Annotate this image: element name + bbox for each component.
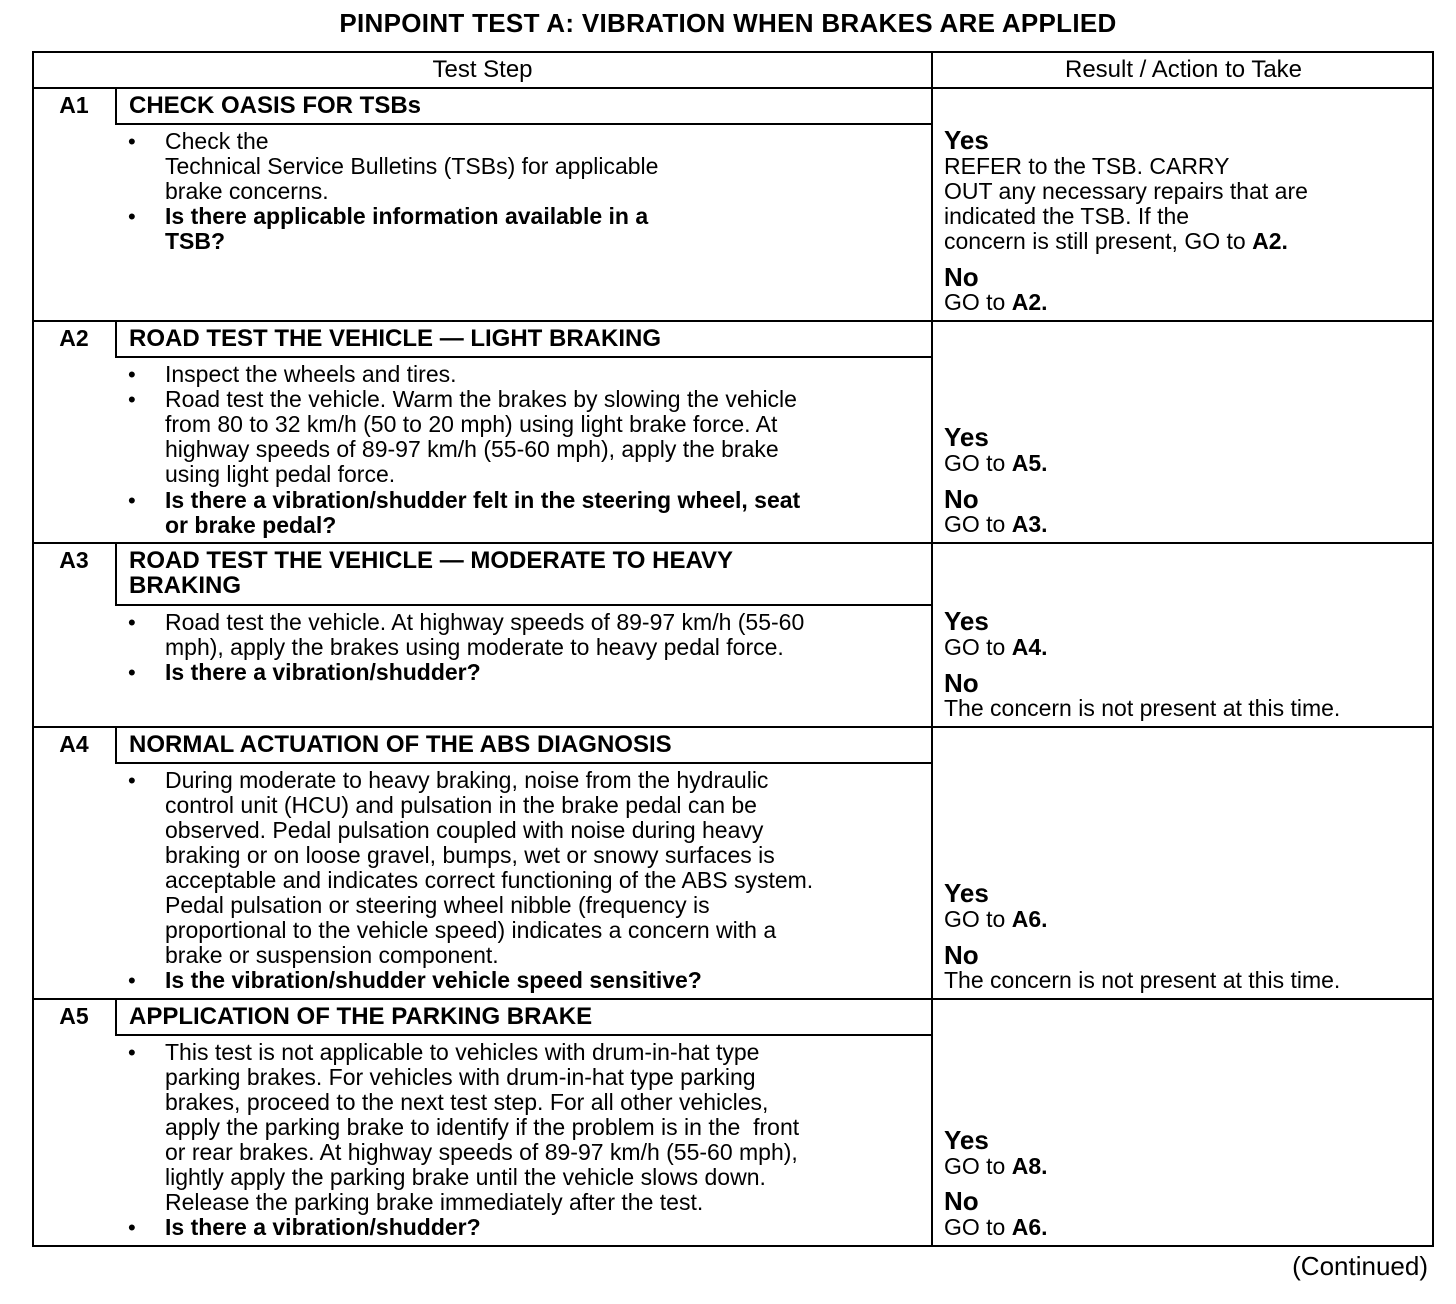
bullet: • bbox=[128, 968, 136, 993]
step-text: brake or suspension component. bbox=[165, 942, 499, 968]
step-reference: A5. bbox=[1011, 450, 1048, 476]
yes-action bbox=[944, 907, 1048, 932]
step-title: ROAD TEST THE VEHICLE — MODERATE TO HEAVY bbox=[129, 547, 734, 574]
yes-action: indicated the TSB. If the bbox=[944, 203, 1190, 229]
step-title: APPLICATION OF THE PARKING BRAKE bbox=[129, 1003, 593, 1030]
step-text: mph), apply the brakes using moderate to heavy pedal force. bbox=[165, 634, 784, 660]
step-text: This test is not applicable to vehicles with drum-in-hat type bbox=[165, 1039, 760, 1065]
no-action bbox=[944, 290, 1048, 315]
step-text: Release the parking brake immediately after the test. bbox=[165, 1189, 704, 1215]
step-text: acceptable and indicates correct functioning of the ABS system. bbox=[165, 867, 814, 893]
bullet: • bbox=[128, 768, 136, 793]
rule bbox=[32, 87, 1434, 89]
yes-label: Yes bbox=[944, 422, 989, 452]
step-id: A1 bbox=[59, 92, 89, 118]
bullet: • bbox=[128, 1040, 136, 1065]
step-text: using light pedal force. bbox=[165, 461, 396, 487]
rule bbox=[32, 998, 1434, 1000]
step-question: Is there applicable information available in a bbox=[165, 203, 649, 229]
rule bbox=[116, 356, 933, 358]
step-id: A2 bbox=[59, 325, 89, 351]
yes-action-text: GO to bbox=[944, 450, 1012, 476]
bullet: • bbox=[128, 204, 136, 229]
bullet: • bbox=[128, 387, 136, 412]
step-question: Is there a vibration/shudder? bbox=[165, 1214, 481, 1240]
no-action: The concern is not present at this time. bbox=[944, 967, 1341, 993]
step-text: During moderate to heavy braking, noise from the hydraulic bbox=[165, 767, 769, 793]
id-divider bbox=[115, 87, 117, 125]
id-divider bbox=[115, 998, 117, 1036]
step-question: Is there a vibration/shudder felt in the steering wheel, seat bbox=[165, 487, 801, 513]
yes-label: Yes bbox=[944, 606, 989, 636]
yes-action bbox=[944, 1154, 1048, 1179]
yes-action-text: GO to bbox=[944, 1153, 1012, 1179]
yes-action: OUT any necessary repairs that are bbox=[944, 178, 1308, 204]
step-reference: A6. bbox=[1011, 1214, 1048, 1240]
no-label: No bbox=[944, 1186, 979, 1216]
continued-label: (Continued) bbox=[1292, 1251, 1428, 1281]
rule bbox=[116, 762, 933, 764]
step-text: Road test the vehicle. At highway speeds of 89-97 km/h (55-60 bbox=[165, 609, 805, 635]
step-text: from 80 to 32 km/h (50 to 20 mph) using light brake force. At bbox=[165, 411, 778, 437]
no-action: The concern is not present at this time. bbox=[944, 695, 1341, 721]
step-text: brakes, proceed to the next test step. For all other vehicles, bbox=[165, 1089, 769, 1115]
yes-label: Yes bbox=[944, 125, 989, 155]
step-text: apply the parking brake to identify if the problem is in the front bbox=[165, 1114, 800, 1140]
step-text: braking or on loose gravel, bumps, wet or snowy surfaces is bbox=[165, 842, 775, 868]
step-question: or brake pedal? bbox=[165, 512, 337, 538]
yes-action: REFER to the TSB. CARRY bbox=[944, 153, 1230, 179]
no-label: No bbox=[944, 940, 979, 970]
no-action-text: GO to bbox=[944, 1214, 1012, 1240]
id-divider bbox=[115, 320, 117, 358]
step-text: observed. Pedal pulsation coupled with noise during heavy bbox=[165, 817, 764, 843]
step-question: Is the vibration/shudder vehicle speed sensitive? bbox=[165, 967, 702, 993]
no-label: No bbox=[944, 668, 979, 698]
yes-action bbox=[944, 451, 1048, 476]
step-reference: A3. bbox=[1011, 511, 1048, 537]
bullet: • bbox=[128, 362, 136, 387]
step-title: NORMAL ACTUATION OF THE ABS DIAGNOSIS bbox=[129, 731, 672, 758]
step-id: A4 bbox=[59, 731, 89, 757]
column-header-result: Result / Action to Take bbox=[1064, 56, 1303, 83]
bullet: • bbox=[128, 610, 136, 635]
yes-action bbox=[944, 229, 1288, 254]
step-text: parking brakes. For vehicles with drum-in-hat type parking bbox=[165, 1064, 756, 1090]
step-title: BRAKING bbox=[129, 572, 241, 599]
yes-action-text: GO to bbox=[944, 634, 1012, 660]
rule bbox=[116, 604, 933, 606]
step-text: lightly apply the parking brake until the vehicle slows down. bbox=[165, 1164, 766, 1190]
yes-label: Yes bbox=[944, 1125, 989, 1155]
bullet: • bbox=[128, 660, 136, 685]
yes-action-text: GO to bbox=[944, 906, 1012, 932]
step-id: A5 bbox=[59, 1003, 89, 1029]
rule bbox=[32, 320, 1434, 322]
yes-label: Yes bbox=[944, 878, 989, 908]
step-text: control unit (HCU) and pulsation in the brake pedal can be bbox=[165, 792, 757, 818]
bullet: • bbox=[128, 1215, 136, 1240]
step-id: A3 bbox=[59, 547, 89, 573]
step-text: Road test the vehicle. Warm the brakes by slowing the vehicle bbox=[165, 386, 797, 412]
step-reference: A4. bbox=[1011, 634, 1048, 660]
step-text: or rear brakes. At highway speeds of 89-97 km/h (55-60 mph), bbox=[165, 1139, 798, 1165]
yes-action bbox=[944, 635, 1048, 660]
page-title: PINPOINT TEST A: VIBRATION WHEN BRAKES ARE APPLIED bbox=[339, 8, 1117, 38]
column-divider bbox=[931, 51, 933, 1247]
no-label: No bbox=[944, 262, 979, 292]
step-text: highway speeds of 89-97 km/h (55-60 mph), apply the brake bbox=[165, 436, 779, 462]
step-question: Is there a vibration/shudder? bbox=[165, 659, 481, 685]
rule bbox=[32, 542, 1434, 544]
yes-action-text: concern is still present, GO to bbox=[944, 228, 1253, 254]
step-text: Check the bbox=[165, 128, 269, 154]
id-divider bbox=[115, 726, 117, 764]
id-divider bbox=[115, 542, 117, 606]
step-text: Inspect the wheels and tires. bbox=[165, 361, 457, 387]
rule bbox=[32, 726, 1434, 728]
step-reference: A2. bbox=[1252, 228, 1288, 254]
no-label: No bbox=[944, 484, 979, 514]
no-action-text: GO to bbox=[944, 289, 1012, 315]
rule bbox=[116, 123, 933, 125]
step-question: TSB? bbox=[165, 228, 226, 254]
step-text: proportional to the vehicle speed) indicates a concern with a bbox=[165, 917, 777, 943]
no-action bbox=[944, 1215, 1048, 1240]
step-reference: A8. bbox=[1011, 1153, 1048, 1179]
bullet: • bbox=[128, 488, 136, 513]
step-reference: A6. bbox=[1011, 906, 1048, 932]
step-text: brake concerns. bbox=[165, 178, 329, 204]
step-title: CHECK OASIS FOR TSBs bbox=[129, 92, 422, 119]
step-text: Technical Service Bulletins (TSBs) for applicable bbox=[165, 153, 659, 179]
bullet: • bbox=[128, 129, 136, 154]
column-header-test-step: Test Step bbox=[432, 56, 533, 83]
step-text: Pedal pulsation or steering wheel nibble (frequency is bbox=[165, 892, 710, 918]
step-reference: A2. bbox=[1011, 289, 1048, 315]
step-title: ROAD TEST THE VEHICLE — LIGHT BRAKING bbox=[129, 325, 662, 352]
no-action bbox=[944, 512, 1048, 537]
rule bbox=[116, 1034, 933, 1036]
no-action-text: GO to bbox=[944, 511, 1012, 537]
